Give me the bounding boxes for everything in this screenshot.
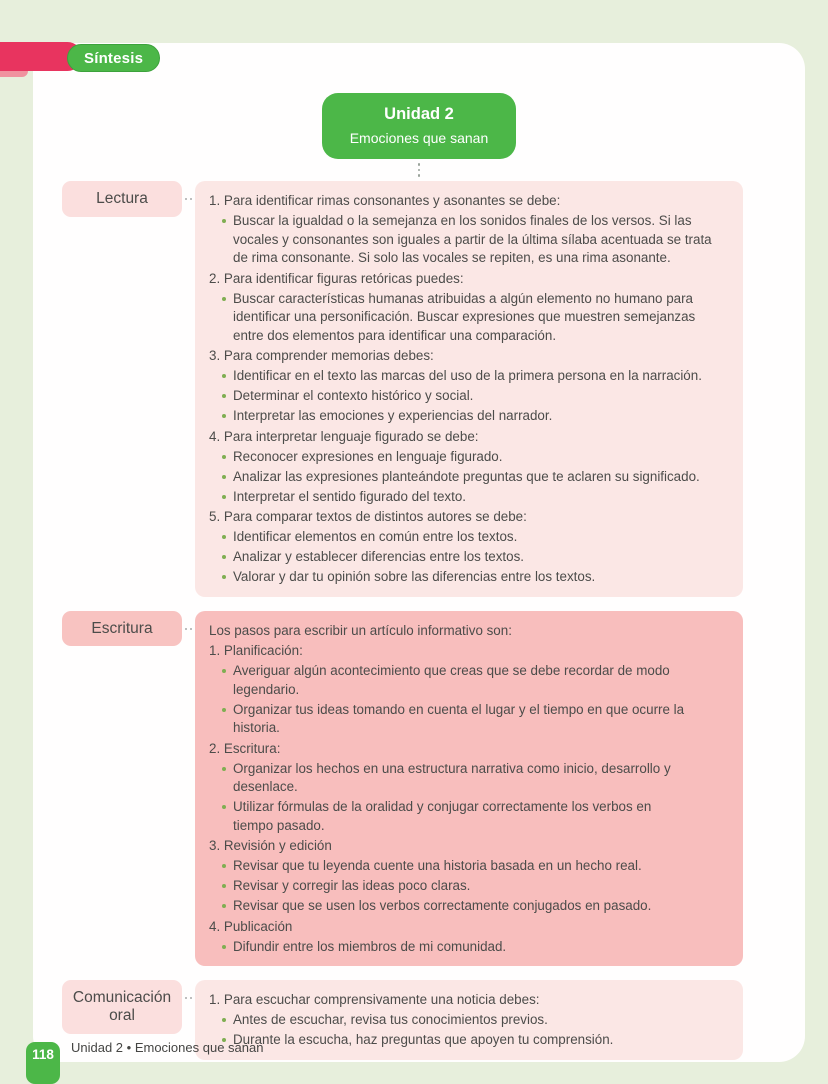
- bullet-text: Identificar elementos en común entre los textos.: [233, 529, 518, 544]
- numbered-step: 2. Para identificar figuras retóricas puedes:: [209, 270, 464, 286]
- bullet-text: Averiguar algún acontecimiento que creas que se debe recordar de modo legendario.: [233, 663, 670, 697]
- list-bullet-item: [209, 387, 729, 406]
- list-bullet-item: [209, 528, 729, 547]
- bullet-dot-icon: [222, 805, 226, 809]
- bullet-text: Antes de escuchar, revisa tus conocimientos previos.: [233, 1012, 548, 1027]
- connector-dot: [185, 628, 187, 630]
- connector-dot: [190, 997, 192, 999]
- list-bullet-item: [209, 798, 729, 835]
- numbered-step: 4. Publicación: [209, 918, 293, 934]
- bullet-dot-icon: [222, 669, 226, 673]
- bullet-dot-icon: [222, 475, 226, 479]
- vertical-dotted-connector: [33, 163, 805, 177]
- list-bullet-item: [209, 488, 729, 507]
- bullet-dot-icon: [222, 1018, 226, 1022]
- sections: [33, 181, 805, 1060]
- bullet-text: Reconocer expresiones en lenguaje figurado.: [233, 448, 503, 464]
- bullet-text: Determinar el contexto histórico y social.: [233, 388, 474, 403]
- bullet-text: Revisar y corregir las ideas poco claras.: [233, 878, 471, 893]
- connector-dot: [185, 997, 187, 999]
- bullet-dot-icon: [222, 297, 226, 301]
- bullet-dot-icon: [222, 219, 226, 223]
- numbered-step: 4. Para interpretar lenguaje figurado se debe:: [209, 428, 479, 444]
- intro-line: Los pasos para escribir un artículo informativo son:: [209, 622, 512, 638]
- bullet-text: Buscar la igualdad o la semejanza en los sonidos finales de los versos. Si las vocales y consonantes son iguales a partir de la última sílaba acentuada se trata de rima consonante. Si solo las vocales se repiten, es una rima asonante.: [233, 213, 712, 265]
- connector-dot: [190, 628, 192, 630]
- bullet-text: Analizar y establecer diferencias entre los textos.: [233, 549, 525, 564]
- connector-dot: [418, 174, 421, 177]
- bullet-dot-icon: [222, 495, 226, 499]
- connector-dot: [185, 198, 187, 200]
- unit-title: Unidad 2: [384, 105, 454, 123]
- list-bullet-item: [209, 290, 729, 346]
- bullet-text: Analizar las expresiones planteándote preguntas que te aclaren su significado.: [233, 468, 700, 484]
- list-bullet-item: [209, 448, 729, 467]
- bullet-text: Valorar y dar tu opinión sobre las diferencias entre los textos.: [233, 569, 596, 584]
- connector-dot: [190, 198, 192, 200]
- bullet-text: Buscar características humanas atribuidas a algún elemento no humano para identificar una personificación. Buscar expresiones que muestren semejanzas entre dos elementos para identificar una comparación.: [233, 290, 696, 343]
- numbered-step: 3. Para comprender memorias debes:: [209, 348, 434, 363]
- numbered-step: 1. Para identificar rimas consonantes y asonantes se debe:: [209, 193, 561, 208]
- bullet-dot-icon: [222, 555, 226, 559]
- list-bullet-item: [209, 938, 729, 957]
- bullet-dot-icon: [222, 414, 226, 418]
- numbered-step: 3. Revisión y edición: [209, 838, 332, 853]
- bullet-text: Revisar que se usen los verbos correctamente conjugados en pasado.: [233, 898, 652, 913]
- sintesis-tab: Síntesis: [67, 44, 160, 72]
- list-bullet-item: [209, 760, 729, 797]
- section-label: Escritura: [62, 611, 182, 647]
- bullet-dot-icon: [222, 394, 226, 398]
- list-bullet-item: [209, 568, 729, 587]
- book-page: [33, 43, 805, 1062]
- dotted-connector: [182, 997, 195, 999]
- corner-ribbon-fold: [0, 70, 28, 77]
- bullet-text: Durante la escucha, haz preguntas que apoyen tu comprensión.: [233, 1032, 614, 1047]
- list-bullet-item: [209, 662, 729, 699]
- section-label: Comunicación oral: [62, 980, 182, 1034]
- connector-dot: [418, 169, 421, 172]
- bullet-dot-icon: [222, 904, 226, 908]
- section-content: [195, 980, 743, 1060]
- dotted-connector: [182, 628, 195, 630]
- bullet-text: Revisar que tu leyenda cuente una historia basada en un hecho real.: [233, 858, 642, 873]
- bullet-text: Difundir entre los miembros de mi comunidad.: [233, 938, 507, 954]
- bullet-text: Identificar en el texto las marcas del uso de la primera persona en la narración.: [233, 368, 702, 383]
- list-bullet-item: [209, 468, 729, 487]
- section-content: [195, 611, 743, 967]
- bullet-dot-icon: [222, 945, 226, 949]
- bullet-text: Utilizar fórmulas de la oralidad y conjugar correctamente los verbos en tiempo pasado.: [233, 799, 652, 833]
- numbered-step: 2. Escritura:: [209, 740, 281, 756]
- list-bullet-item: [209, 1031, 729, 1050]
- bullet-text: Organizar los hechos en una estructura narrativa como inicio, desarrollo y desenlace.: [233, 760, 671, 794]
- numbered-step: 1. Planificación:: [209, 643, 303, 658]
- bullet-dot-icon: [222, 708, 226, 712]
- section-label: Lectura: [62, 181, 182, 217]
- bullet-text: Interpretar el sentido figurado del texto.: [233, 488, 466, 504]
- section-row: [62, 181, 805, 597]
- list-bullet-item: [209, 367, 729, 386]
- unit-badge: [322, 93, 516, 159]
- bullet-text: Interpretar las emociones y experiencias del narrador.: [233, 408, 553, 423]
- section-row: [62, 611, 805, 967]
- list-bullet-item: [209, 548, 729, 567]
- unit-subtitle: Emociones que sanan: [349, 130, 489, 146]
- list-bullet-item: [209, 857, 729, 876]
- numbered-step: 1. Para escuchar comprensivamente una noticia debes:: [209, 992, 540, 1007]
- page-number-badge: 118: [26, 1042, 60, 1084]
- section-content: [195, 181, 743, 597]
- connector-dot: [418, 163, 421, 166]
- bullet-dot-icon: [222, 767, 226, 771]
- dotted-connector: [182, 198, 195, 200]
- bullet-dot-icon: [222, 864, 226, 868]
- list-bullet-item: [209, 212, 729, 268]
- bullet-dot-icon: [222, 884, 226, 888]
- list-bullet-item: [209, 877, 729, 896]
- bullet-dot-icon: [222, 575, 226, 579]
- bullet-text: Organizar tus ideas tomando en cuenta el lugar y el tiempo en que ocurre la historia.: [233, 701, 685, 735]
- list-bullet-item: [209, 897, 729, 916]
- bullet-dot-icon: [222, 455, 226, 459]
- list-bullet-item: [209, 407, 729, 426]
- footer-breadcrumb: Unidad 2 • Emociones que sanan: [71, 1040, 264, 1055]
- bullet-dot-icon: [222, 535, 226, 539]
- bullet-dot-icon: [222, 374, 226, 378]
- list-bullet-item: [209, 701, 729, 738]
- numbered-step: 5. Para comparar textos de distintos autores se debe:: [209, 509, 527, 524]
- list-bullet-item: [209, 1011, 729, 1030]
